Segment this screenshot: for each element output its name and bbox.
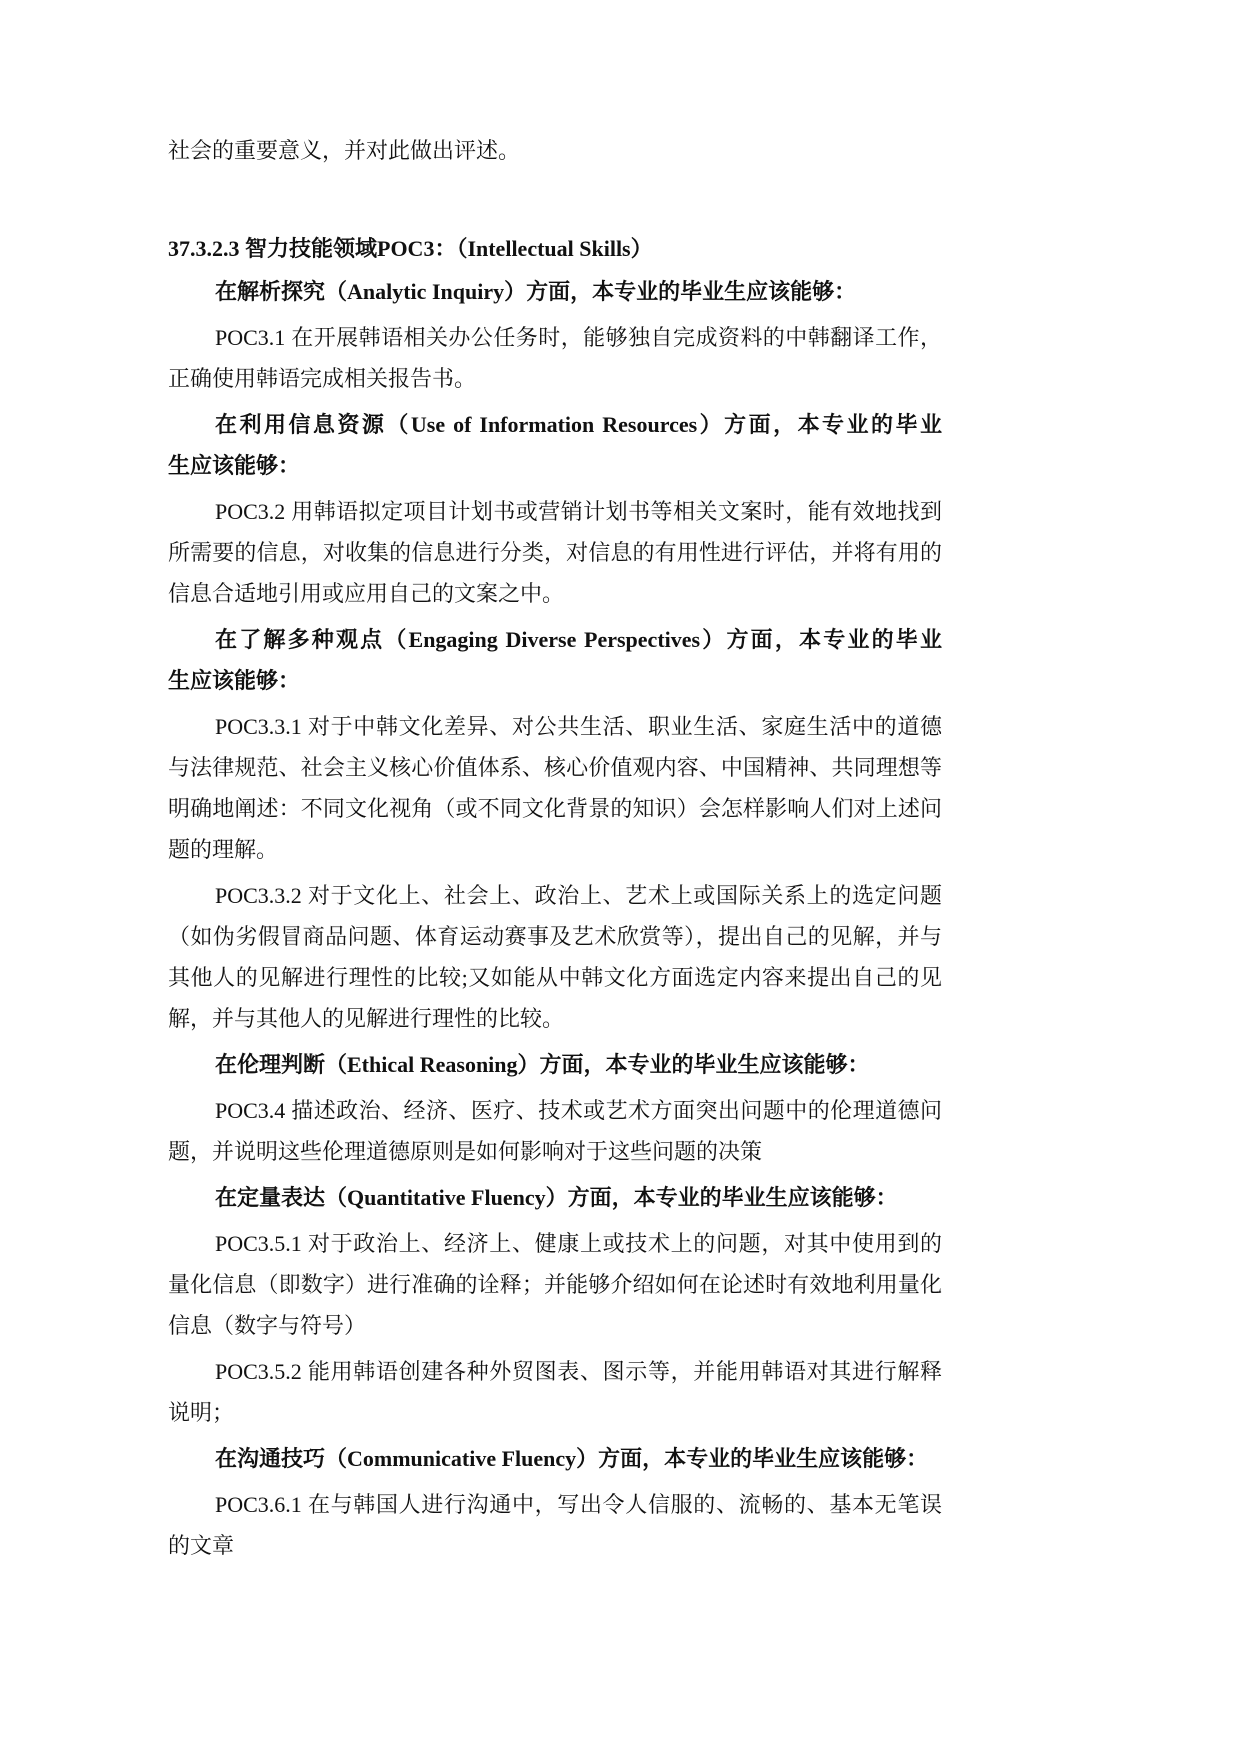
- outcome-line: POC3.4 描述政治、经济、医疗、技术或艺术方面突出问题中的伦理道德问: [215, 1098, 942, 1123]
- outcome-line: POC3.3.1 对于中韩文化差异、对公共生活、职业生活、家庭生活中的道德: [215, 714, 942, 739]
- subsection-lead-line: 在沟通技巧（Communicative Fluency）方面，本专业的毕业生应该能够：: [215, 1446, 929, 1471]
- outcome-poc3-6-1: [168, 1484, 942, 1566]
- outcome-line: POC3.2 用韩语拟定项目计划书或营销计划书等相关文案时，能有效地找到: [215, 499, 942, 524]
- subsection-diverse-perspectives: [168, 619, 942, 1039]
- outcome-poc3-1: [168, 317, 942, 399]
- subsection-quantitative-fluency: [168, 1177, 942, 1433]
- section-heading: 37.3.2.3 智力技能领域POC3：（Intellectual Skills）: [168, 236, 653, 261]
- outcome-line: 的文章: [168, 1533, 235, 1558]
- outcome-line: 与法律规范、社会主义核心价值体系、核心价值观内容、中国精神、共同理想等: [168, 755, 942, 780]
- outcome-line: POC3.3.2 对于文化上、社会上、政治上、艺术上或国际关系上的选定问题: [215, 883, 942, 908]
- subsection-lead-line: 在利用信息资源（Use of Information Resources）方面，本专业的毕业: [215, 412, 942, 437]
- outcome-poc3-5-1: [168, 1223, 942, 1346]
- carryover-paragraph: [168, 130, 942, 171]
- subsection-lead-line: 生应该能够：: [168, 453, 301, 478]
- paragraph-line: 社会的重要意义，并对此做出评述。: [168, 138, 521, 163]
- outcome-line: 解，并与其他人的见解进行理性的比较。: [168, 1006, 565, 1031]
- subsection-communicative-fluency: [168, 1438, 942, 1566]
- outcome-line: 量化信息（即数字）进行准确的诠释；并能够介绍如何在论述时有效地利用量化: [168, 1272, 942, 1297]
- outcome-line: POC3.6.1 在与韩国人进行沟通中，写出令人信服的、流畅的、基本无笔误: [215, 1492, 942, 1517]
- outcome-line: 信息合适地引用或应用自己的文案之中。: [168, 581, 565, 606]
- outcome-line: 明确地阐述：不同文化视角（或不同文化背景的知识）会怎样影响人们对上述问: [168, 796, 942, 821]
- outcome-line: 信息（数字与符号）: [168, 1313, 367, 1338]
- outcome-poc3-2: [168, 491, 942, 614]
- outcome-poc3-3-2: [168, 875, 942, 1039]
- outcome-line: 所需要的信息，对收集的信息进行分类，对信息的有用性进行评估，并将有用的: [168, 540, 942, 565]
- outcome-line: 题，并说明这些伦理道德原则是如何影响对于这些问题的决策: [168, 1139, 763, 1164]
- outcome-line: POC3.5.1 对于政治上、经济上、健康上或技术上的问题，对其中使用到的: [215, 1231, 942, 1256]
- subsection-lead-line: 在定量表达（Quantitative Fluency）方面，本专业的毕业生应该能够：: [215, 1185, 898, 1210]
- outcome-line: POC3.5.2 能用韩语创建各种外贸图表、图示等，并能用韩语对其进行解释: [215, 1359, 942, 1384]
- outcome-line: （如伪劣假冒商品问题、体育运动赛事及艺术欣赏等），提出自己的见解，并与: [168, 924, 942, 949]
- subsection-lead-line: 生应该能够：: [168, 668, 301, 693]
- subsection-lead-line: 在了解多种观点（Engaging Diverse Perspectives）方面，本专业的毕业: [215, 627, 942, 652]
- outcome-line: 说明；: [168, 1400, 235, 1425]
- subsection-analytic-inquiry: [168, 271, 942, 399]
- subsection-information-resources: [168, 404, 942, 614]
- outcome-poc3-5-2: [168, 1351, 942, 1433]
- subsection-lead-line: 在伦理判断（Ethical Reasoning）方面，本专业的毕业生应该能够：: [215, 1052, 870, 1077]
- outcome-line: POC3.1 在开展韩语相关办公任务时，能够独自完成资料的中韩翻译工作，: [215, 325, 942, 350]
- subsection-lead-line: 在解析探究（Analytic Inquiry）方面，本专业的毕业生应该能够：: [215, 279, 857, 304]
- outcome-poc3-3-1: [168, 706, 942, 870]
- outcome-line: 题的理解。: [168, 837, 279, 862]
- page-body: [168, 130, 942, 1566]
- outcome-line: 其他人的见解进行理性的比较;又如能从中韩文化方面选定内容来提出自己的见: [168, 965, 942, 990]
- subsection-ethical-reasoning: [168, 1044, 942, 1172]
- outcome-line: 正确使用韩语完成相关报告书。: [168, 366, 477, 391]
- outcome-poc3-4: [168, 1090, 942, 1172]
